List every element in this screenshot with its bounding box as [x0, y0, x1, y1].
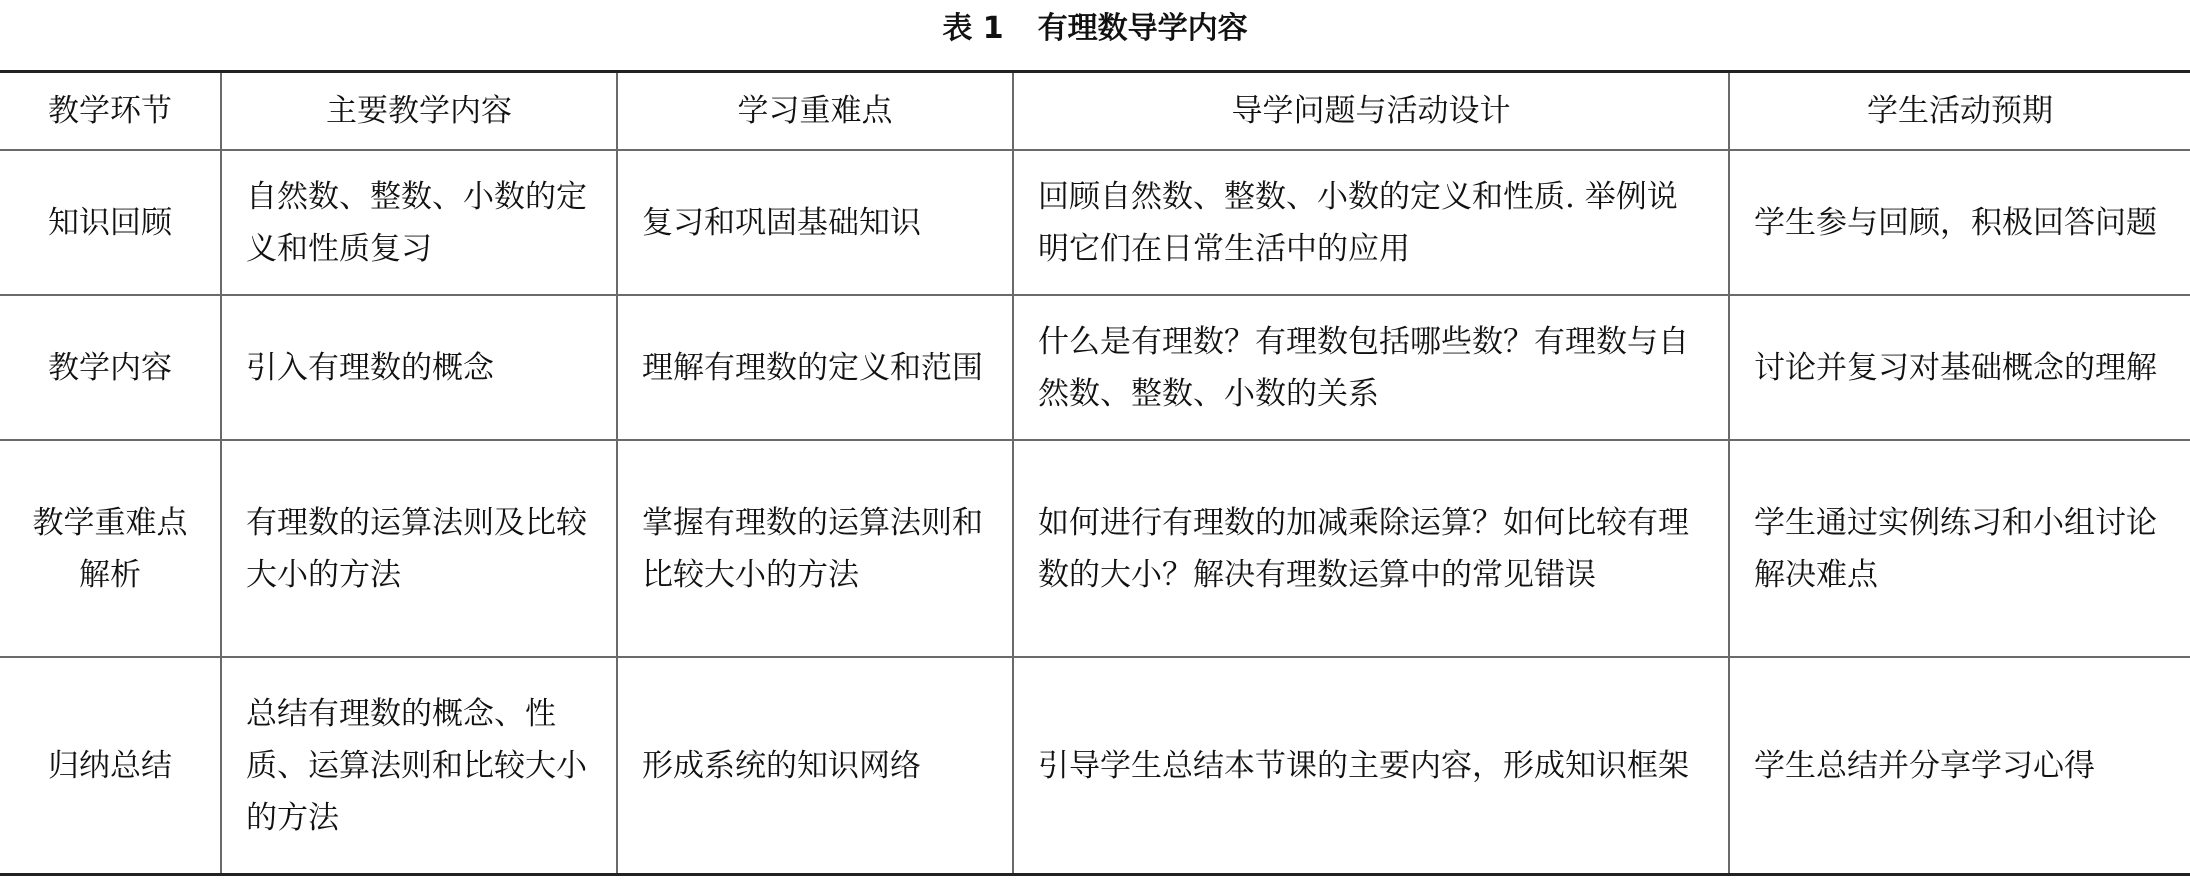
cell-stage: 教学内容 [0, 295, 221, 440]
cell-stage: 归纳总结 [0, 657, 221, 875]
table-row [0, 295, 2190, 440]
header-expected: 学生活动预期 [1729, 72, 2190, 151]
cell-stage: 知识回顾 [0, 150, 221, 295]
cell-stage: 教学重难点解析 [0, 440, 221, 657]
cell-content: 有理数的运算法则及比较大小的方法 [221, 440, 617, 657]
table-row [0, 657, 2190, 875]
cell-activity: 如何进行有理数的加减乘除运算？如何比较有理数的大小？解决有理数运算中的常见错误 [1013, 440, 1729, 657]
cell-focus: 理解有理数的定义和范围 [617, 295, 1013, 440]
header-stage: 教学环节 [0, 72, 221, 151]
cell-expected: 学生通过实例练习和小组讨论解决难点 [1729, 440, 2190, 657]
cell-expected: 学生参与回顾，积极回答问题 [1729, 150, 2190, 295]
cell-focus: 形成系统的知识网络 [617, 657, 1013, 875]
header-content: 主要教学内容 [221, 72, 617, 151]
table-caption [0, 4, 2190, 54]
cell-expected: 学生总结并分享学习心得 [1729, 657, 2190, 875]
caption-number: 表 1 [942, 11, 1004, 46]
header-focus: 学习重难点 [617, 72, 1013, 151]
cell-expected: 讨论并复习对基础概念的理解 [1729, 295, 2190, 440]
cell-focus: 复习和巩固基础知识 [617, 150, 1013, 295]
cell-activity: 什么是有理数？有理数包括哪些数？有理数与自然数、整数、小数的关系 [1013, 295, 1729, 440]
cell-content: 自然数、整数、小数的定义和性质复习 [221, 150, 617, 295]
cell-content: 引入有理数的概念 [221, 295, 617, 440]
guided-learning-table [0, 70, 2190, 876]
cell-content: 总结有理数的概念、性质、运算法则和比较大小的方法 [221, 657, 617, 875]
table-row [0, 150, 2190, 295]
cell-activity: 引导学生总结本节课的主要内容，形成知识框架 [1013, 657, 1729, 875]
header-row [0, 72, 2190, 151]
cell-activity: 回顾自然数、整数、小数的定义和性质. 举例说明它们在日常生活中的应用 [1013, 150, 1729, 295]
table-row [0, 440, 2190, 657]
caption-title: 有理数导学内容 [1037, 11, 1248, 46]
cell-focus: 掌握有理数的运算法则和比较大小的方法 [617, 440, 1013, 657]
header-activity: 导学问题与活动设计 [1013, 72, 1729, 151]
